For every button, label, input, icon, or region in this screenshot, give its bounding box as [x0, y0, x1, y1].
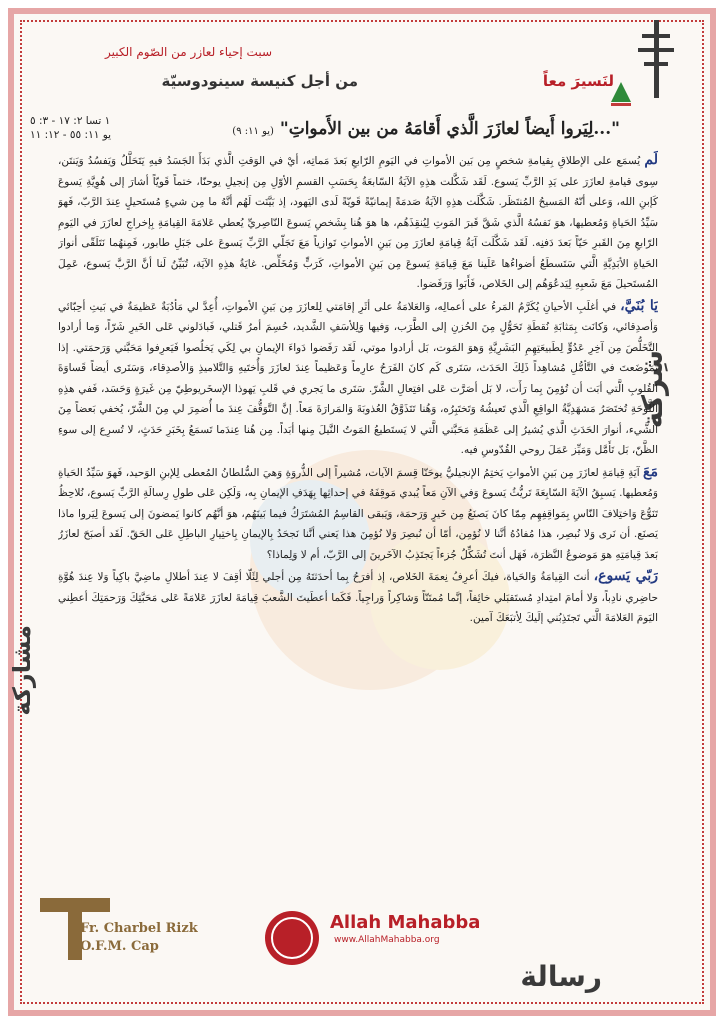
author-line-2: O.F.M. Cap [80, 939, 159, 954]
paragraph [58, 296, 658, 461]
reference-1: ١ تسا ٢: ١٧ - ٣: ٥ [30, 115, 111, 127]
cedar-icon [611, 82, 631, 106]
paragraph-lead: لَم [644, 152, 658, 168]
side-label-left: مشاركة [8, 625, 36, 716]
paragraph-text: يُسمَع على الإطلاقِ بِقيامةِ شخصٍ مِن بَين الأمواتِ في اليَومِ الرّابعِ بَعدَ مَماتِه، أيْ في الوَقتِ الَّذي بَدَأَ الجَسَدُ فيهِ يَتَحَلَّلُ وَيَفسُدُ وَيَنتَن، سِوى قيامةِ لعازَرَ على يَدِ الرَّبِّ يَسوع. لَقَد شَكَّلت هذِهِ الآيَةُ السّابعَةُ بِحَسَبِ القسمِ الأوّلِ مِن إنجيلِ يوحنّا، ختماً قَويّاً أشارَ إلى هُوِيَّةِ يَسوعَ كَإبنِ الله، وَعلى أنّهُ المَسيحُ المُنتَظَر. شَكَّلَت هذِهِ الآيَةُ صَدمَةً إيمانيّةً قَويّةً لَدى اليَهود، إذ بَيَّنَت لَهُم أنَّهُ ما مِن شيءٍ مُستَحيلٍ عِندَ الرَّبّ، فَهوَ سَيِّدُ الحَياةِ وَمُعطيها، هوَ نَفسُهُ الَّذي شَقَّ قَبرَ المَوتِ لِيُنقِذَهُم، ها هوَ هُنا بِشَخصِ يَسوعَ النّاصِريِّ يُعطي عَلامَةَ القِيامَةِ بِإخراجِ لعازَرَ في اليَومِ الرّابعِ مِنَ القَبرِ حَيّاً بَعدَ دَفنِه. لَقَد شَكَّلَت آيَةُ قِيامَةِ لعازَرَ مِن بَينِ الأمواتِ تَوازياً مَعَ تَجَلّي الرَّبِّ يَسوعَ على جَبَلِ طابور، فَمِنهُما نَتَلَقّى أنوارَ الحَياةِ الأبَدِيَّةِ الَّتي سَتَسطَعُ أضواءُها عَلَينا مَعَ قِيامَةِ يَسوعَ مِن بَينِ الأمواتِ، كَرَبٍّ وَمُخَلِّص. غايَةُ هذِهِ الآيَة، تُبَيِّنُ لَنا أنَّ الرَّبَّ يَسوع، عَمِلَ المُستَحيلَ مَعَ شَعبِهِ لِيَدعُوَهُم إلى الخَلاص، فَأَبَوا وَرَفَضوا. [58, 155, 658, 290]
paragraph-text: آيَةِ قِيامَةِ لعازَرَ مِن بَينِ الأمواتِ يَختِمُ الإنجيليُّ يوحَنّا قِسمَ الآيات، مُشيراً إلى الذُّروَةِ وَهيَ السُّلطانُ المُعطى لِلإبنِ الوَحيد، فَهوَ سَيِّدُ الحَياةِ وَمُعطيها. يَسبِقُ الآيَةَ السّابِعَةَ تَريُّثُ يَسوعَ وَفي الآنِ مَعاً يُبدي مَوقِفَهُ في إحداثِها بِهَدَفِ الإيمانِ بِه، وَلَكِن عَلى طولِ رِسالَةِ الرَّبِّ يَسوع، نُلاحِظُ تَنَوُّعَ وَاختِلافَ النّاسِ بِمَواقِفِهِم مِمّا كانَ يَصنَعُ مِن خَيرٍ وَرَحمَة، وَيَبقى القاسِمُ المُشتَرَكُ فيما بَينَهُم، هوَ أنَّهُم كانوا يَمضونَ إلى يَسوعَ لِيَروا ماذا يَصنَع. أن نَرى وَلا نُبصِر، هذا مُفادُهُ أنَّنا لا نُؤمِن، أمّا أن نُبصِرَ وَلا نُؤمِنَ هذا يَعني أنَّنا نَجحَدُ بِالإيمانِ بِاختِيارِ الباطِلِ عَلى الحَقّ. لَقَد أصبَحَ لعازَرُ بَعدَ قِيامَتِهِ هوَ مَوضوعُ النَّظرَة، فَهَل أنتَ تُشَكِّلُ جُزءاً يَجتَذِبُ الآخَرينَ إلى الرَّبّ، أم لا وَلِماذا؟ [58, 466, 658, 561]
occasion-title: سبت إحياء لعازر من الصّوم الكبير [105, 45, 272, 59]
author-line-1: Fr. Charbel Rizk [80, 921, 198, 936]
org-name: Allah Mahabba [330, 912, 481, 933]
reference-2: يو ١١: ٥٥ - ١٢: ١١ [30, 129, 112, 141]
maronite-cross-icon [636, 20, 676, 100]
side-label-right: شِركة [636, 350, 669, 429]
allah-mahabba-logo-icon [264, 910, 320, 966]
paragraph [58, 462, 658, 566]
body-text [58, 150, 658, 920]
paragraph-lead: مَعَ [643, 463, 658, 480]
paragraph [58, 150, 658, 295]
main-title-ref: (يو ١١: ٩) [232, 126, 274, 137]
author-name [80, 920, 198, 956]
scripture-references [30, 114, 111, 142]
paragraph-lead: رَبّي يَسوع، [593, 568, 658, 584]
org-website: www.AllahMahabba.org [334, 935, 440, 945]
slogan-dark: من أجل كنيسة سينودوسيّة [161, 72, 358, 90]
slogan-red: لنَسيرَ معاً [542, 72, 614, 90]
paragraph-lead: يَا بُنَيَّ، [620, 297, 658, 314]
paragraph-text: أنتَ القِيامَةُ وَالحَياة، فيكَ أعرِفُ نِعمَةَ الخَلاص، إذ أفرَحُ بِما أحدَثتَهُ مِن أجلي لِئَلّا أقِفَ لا عِندَ أطلالِ ماضِيَّ باكِياً وَلا عِندَ هُوَّةِ حاضِري نادِباً، وَلا أمامَ امتِدادِ مُستَقبَلي خائِفاً، إنَّما مُمتَنّاً وَشاكِراً وَراجِياً. فَكَما أعطَيتَ الشَّعبَ قِيامَةَ لعازَرَ عَلامَةً عَلى مَحَبَّتِكَ وَرَحمَتِكَ أعطِني اليَومَ العَلامَةَ الَّتي تَجتَذِبُني إلَيكَ لِأتبَعَكَ آمين. [58, 571, 658, 624]
main-title [232, 119, 620, 139]
main-title-text: "...لِيَروا أَيضاً لعازَرَ الَّذي أَقامَهُ من بين الأَمواتِ" [279, 119, 620, 139]
side-label-bottom: رسالة [520, 960, 602, 993]
paragraph [58, 566, 658, 629]
paragraph-text: في أغلَبِ الأحيانِ يُكَرَّمُ المَرءُ على أعمالِه، وَالعَلامَةُ على أثَرِ إقامَتي لِلعازَرَ مِن بَينِ الأمواتِ، أُعِدَّ لي مَأدُبَةٌ عَظيمَةٌ في بَيتِ أحِبّائي وَأصدِقائي، وَكانَت بِمَثابَةِ نُقطَةِ تَحَوُّلٍ مِنَ الحُزنِ إلى الطَّرَب، وَفيها وَلِلأسَفِ الشَّديد، حُسِمَ أمرُ قَتلي، فَبادَلوني عَلى الخَيرِ شَرّاً، وَما أرادوا التَّخَلُّصَ مِن آخِرِ عَدُوٍّ لِطَبيعَتِهِمِ البَشَرِيَّةِ وَهوَ المَوت، بَل أرادوا موتي، لَقَد رَفَضوا دَواءَ الإيمانِ بي لِكَي يَخلُصوا فَيَعرِفوا مَحَبَّتي وَرَحمَتي. إذا تَمَوضَعتَ في التَّأمُّلِ مُشاهِداً ذَلِكَ الحَدَث، سَتَرى كَم كانَ الفَرَحُ عارِماً وَعَظيماً عِندَ لعازَرَ وَأُختَيهِ وَالتَّلاميذِ وَالأصدِقاء، وَسَتَرى أيضاً قَساوَةَ القُلوبِ الَّتي أبَت أن تُؤمِنَ بِما رَأَت، لا بَل أصَرَّت عَلى افتِعالِ الشَّرّ. سَتَرى ما يَجري في قَلبِ يَهوذا الإسخَريوطِيّ مِن غَيرَةٍ وَحَسَد، فَفي هذِهِ اللَّوحَةِ تُختَصَرُ مَشهَدِيَّةُ الواقِعِ الَّذي تَعيشُهُ وَتَختَبِرُه، وَهُنا تَتَذَوَّقُ العُذوبَةَ وَالمَرارَةَ مَعاً. إنَّ التَّوَقُّفَ عِندَ ما أُضمِرَ لي مِنَ الشَّرّ، يُخفي بَعضاً مِنَ الشَّيء، أنوارَ الحَدَثِ الَّذي يُشيرُ إلى عَظَمَةِ مَحَبَّتي الَّتي لا يَستَطيعُ المَوتُ النَّيلَ مِنها أبَداً. مِن هُنا عِندَما تَسمَعُ بِخَبَرِ حَدَثٍ، لا تُسرِع إلى سوءِ الظَّنّ، بَل تَأَمَّل وَمَيِّز عَمَلَ روحي القُدّوسِ فيه. [58, 300, 658, 456]
